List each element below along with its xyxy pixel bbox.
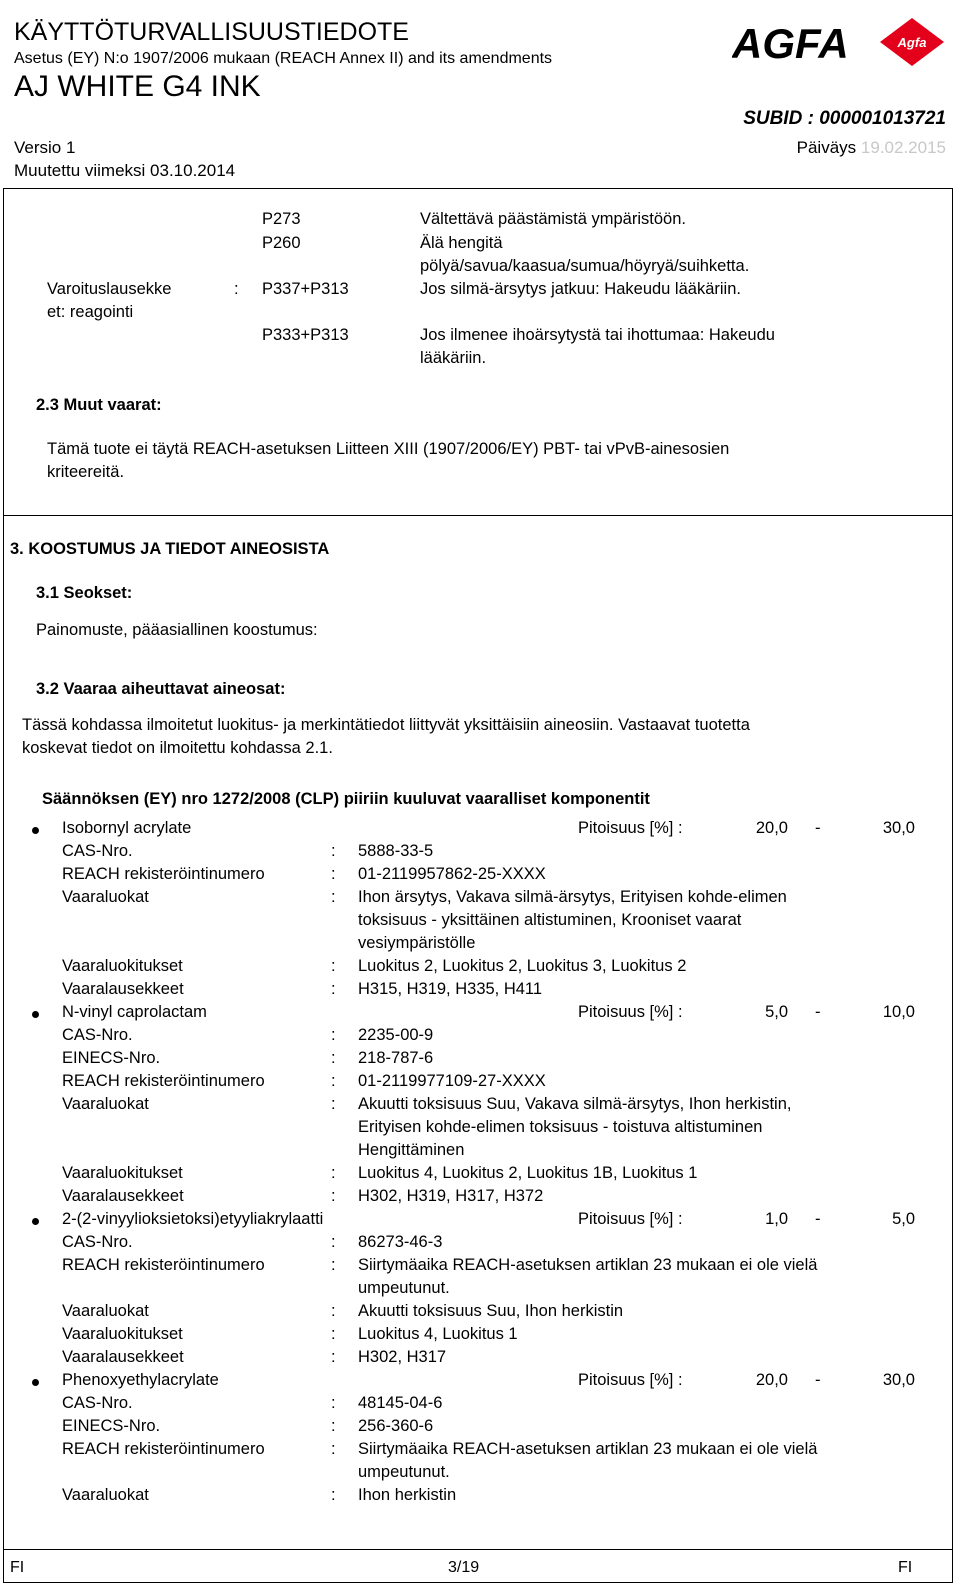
- p-text: Vältettävä päästämistä ympäristöön.: [420, 210, 686, 228]
- colon: :: [331, 1325, 336, 1343]
- property-value: 48145-04-6: [358, 1394, 443, 1412]
- concentration-dash: -: [815, 1371, 821, 1389]
- property-value: Luokitus 4, Luokitus 2, Luokitus 1B, Luokitus 1: [358, 1164, 698, 1182]
- property-label: Vaaraluokitukset: [62, 1164, 183, 1182]
- property-value: toksisuus - yksittäinen altistuminen, Krooniset vaarat: [358, 911, 742, 929]
- footer-language-left: FI: [10, 1559, 25, 1576]
- property-label: Vaaralausekkeet: [62, 1348, 184, 1366]
- page-number: 3/19: [448, 1559, 480, 1576]
- colon: :: [331, 865, 336, 883]
- property-value: umpeutunut.: [358, 1279, 450, 1297]
- property-label: Vaaralausekkeet: [62, 980, 184, 998]
- regulation-subtitle: Asetus (EY) N:o 1907/2006 mukaan (REACH Annex II) and its amendments: [14, 50, 553, 67]
- colon: :: [331, 1348, 336, 1366]
- mixtures-text: Painomuste, pääasiallinen koostumus:: [36, 621, 318, 639]
- property-label: CAS-Nro.: [62, 842, 133, 860]
- colon: :: [331, 1233, 336, 1251]
- concentration-max: 10,0: [882, 1003, 915, 1021]
- concentration-label: Pitoisuus [%] :: [578, 1371, 683, 1389]
- property-value: 86273-46-3: [358, 1233, 443, 1251]
- property-value: H302, H319, H317, H372: [358, 1187, 544, 1205]
- concentration-min: 1,0: [765, 1210, 788, 1228]
- date-label: Päiväys: [796, 138, 857, 157]
- concentration-dash: -: [815, 819, 821, 837]
- p-text: Älä hengitä: [420, 234, 503, 252]
- p-code: P333+P313: [262, 326, 349, 344]
- concentration-label: Pitoisuus [%] :: [578, 1210, 683, 1228]
- other-hazards-text: Tämä tuote ei täytä REACH-asetuksen Liitteen XIII (1907/2006/EY) PBT- tai vPvB-ainesosien: [47, 440, 730, 458]
- colon: :: [331, 1187, 336, 1205]
- property-value: vesiympäristölle: [358, 934, 476, 952]
- component-name: N-vinyl caprolactam: [62, 1003, 207, 1021]
- property-label: EINECS-Nro.: [62, 1049, 161, 1067]
- property-value: Akuutti toksisuus Suu, Vakava silmä-ärsytys, Ihon herkistin,: [358, 1095, 792, 1113]
- subid: SUBID : 000001013721: [743, 108, 946, 129]
- p-code: P337+P313: [262, 280, 349, 298]
- property-label: Vaaraluokitukset: [62, 1325, 183, 1343]
- colon: :: [331, 957, 336, 975]
- colon: :: [331, 1072, 336, 1090]
- property-value: Siirtymäaika REACH-asetuksen artiklan 23 mukaan ei ole vielä: [358, 1256, 818, 1274]
- agfa-logo: [732, 14, 948, 70]
- property-label: REACH rekisteröintinumero: [62, 865, 265, 883]
- date-value: 19.02.2015: [860, 138, 946, 157]
- component-name: Isobornyl acrylate: [62, 819, 192, 837]
- logo-badge-text: Agfa: [897, 35, 927, 50]
- property-label: REACH rekisteröintinumero: [62, 1256, 265, 1274]
- p-text: lääkäriin.: [420, 349, 487, 367]
- property-value: umpeutunut.: [358, 1463, 450, 1481]
- hazardous-components-title: 3.2 Vaaraa aiheuttavat aineosat:: [36, 680, 286, 698]
- product-name: AJ WHITE G4 INK: [14, 70, 261, 103]
- colon: :: [331, 1049, 336, 1067]
- colon: :: [331, 888, 336, 906]
- property-label: Vaaraluokat: [62, 1095, 149, 1113]
- property-label: REACH rekisteröintinumero: [62, 1440, 265, 1458]
- colon: :: [331, 980, 336, 998]
- property-value: Luokitus 4, Luokitus 1: [358, 1325, 518, 1343]
- section-divider: [3, 515, 953, 516]
- colon: :: [331, 1440, 336, 1458]
- precaution-label: et: reagointi: [47, 303, 134, 321]
- footer-language-right: FI: [898, 1559, 913, 1576]
- component-name: Phenoxyethylacrylate: [62, 1371, 219, 1389]
- property-value: Luokitus 2, Luokitus 2, Luokitus 3, Luokitus 2: [358, 957, 687, 975]
- property-label: CAS-Nro.: [62, 1394, 133, 1412]
- p-code: P273: [262, 210, 301, 228]
- property-value: Siirtymäaika REACH-asetuksen artiklan 23 mukaan ei ole vielä: [358, 1440, 818, 1458]
- p-code: P260: [262, 234, 301, 252]
- property-value: 01-2119977109-27-XXXX: [358, 1072, 546, 1090]
- other-hazards-text: kriteereitä.: [47, 463, 125, 481]
- property-value: 01-2119957862-25-XXXX: [358, 865, 546, 883]
- property-value: Erityisen kohde-elimen toksisuus - toistuva altistuminen: [358, 1118, 763, 1136]
- concentration-max: 5,0: [892, 1210, 915, 1228]
- property-value: 256-360-6: [358, 1417, 434, 1435]
- property-label: REACH rekisteröintinumero: [62, 1072, 265, 1090]
- p-text: Jos silmä-ärsytys jatkuu: Hakeudu lääkäriin.: [420, 280, 741, 298]
- property-label: Vaaraluokat: [62, 1302, 149, 1320]
- precaution-label: Varoituslausekke: [47, 280, 172, 298]
- concentration-min: 20,0: [755, 1371, 788, 1389]
- colon: :: [331, 1026, 336, 1044]
- concentration-min: 20,0: [755, 819, 788, 837]
- concentration-min: 5,0: [765, 1003, 788, 1021]
- colon: :: [331, 1486, 336, 1504]
- colon: :: [331, 1256, 336, 1274]
- p-text: Jos ilmenee ihoärsytystä tai ihottumaa: Hakeudu: [420, 326, 775, 344]
- property-value: Akuutti toksisuus Suu, Ihon herkistin: [358, 1302, 624, 1320]
- property-label: Vaaralausekkeet: [62, 1187, 184, 1205]
- clp-heading: Säännöksen (EY) nro 1272/2008 (CLP) piiriin kuuluvat vaaralliset komponentit: [42, 790, 650, 808]
- property-value: 5888-33-5: [358, 842, 434, 860]
- hazardous-text: koskevat tiedot on ilmoitettu kohdassa 2.1.: [22, 739, 333, 757]
- date: [797, 138, 946, 158]
- property-value: 2235-00-9: [358, 1026, 434, 1044]
- property-value: Hengittäminen: [358, 1141, 465, 1159]
- property-label: Vaaraluokat: [62, 1486, 149, 1504]
- colon: :: [331, 1164, 336, 1182]
- colon: :: [331, 1302, 336, 1320]
- colon: :: [234, 280, 239, 298]
- last-modified: Muutettu viimeksi 03.10.2014: [14, 161, 236, 180]
- property-label: CAS-Nro.: [62, 1233, 133, 1251]
- p-text: pölyä/savua/kaasua/sumua/höyryä/suihketta.: [420, 257, 750, 275]
- concentration-max: 30,0: [882, 1371, 915, 1389]
- hazardous-text: Tässä kohdassa ilmoitetut luokitus- ja merkintätiedot liittyvät yksittäisiin aineosiin. Vastaavat tuotetta: [22, 716, 750, 734]
- property-label: EINECS-Nro.: [62, 1417, 161, 1435]
- colon: :: [331, 842, 336, 860]
- concentration-dash: -: [815, 1003, 821, 1021]
- property-value: H302, H317: [358, 1348, 447, 1366]
- concentration-dash: -: [815, 1210, 821, 1228]
- concentration-label: Pitoisuus [%] :: [578, 1003, 683, 1021]
- property-label: Vaaraluokat: [62, 888, 149, 906]
- document-title: KÄYTTÖTURVALLISUUSTIEDOTE: [14, 18, 409, 46]
- section3-title: 3. KOOSTUMUS JA TIEDOT AINEOSISTA: [10, 540, 330, 558]
- property-value: 218-787-6: [358, 1049, 434, 1067]
- property-value: Ihon ärsytys, Vakava silmä-ärsytys, Erityisen kohde-elimen: [358, 888, 787, 906]
- version: Versio 1: [14, 138, 76, 157]
- footer-divider: [3, 1549, 953, 1550]
- logo-wordmark: AGFA: [732, 20, 849, 67]
- mixtures-title: 3.1 Seokset:: [36, 584, 133, 602]
- property-label: CAS-Nro.: [62, 1026, 133, 1044]
- concentration-max: 30,0: [882, 819, 915, 837]
- property-value: H315, H319, H335, H411: [358, 980, 543, 998]
- colon: :: [331, 1417, 336, 1435]
- component-name: 2-(2-vinyylioksietoksi)etyyliakrylaatti: [62, 1210, 324, 1228]
- colon: :: [331, 1095, 336, 1113]
- property-label: Vaaraluokitukset: [62, 957, 183, 975]
- concentration-label: Pitoisuus [%] :: [578, 819, 683, 837]
- other-hazards-title: 2.3 Muut vaarat:: [36, 396, 162, 414]
- colon: :: [331, 1394, 336, 1412]
- property-value: Ihon herkistin: [358, 1486, 457, 1504]
